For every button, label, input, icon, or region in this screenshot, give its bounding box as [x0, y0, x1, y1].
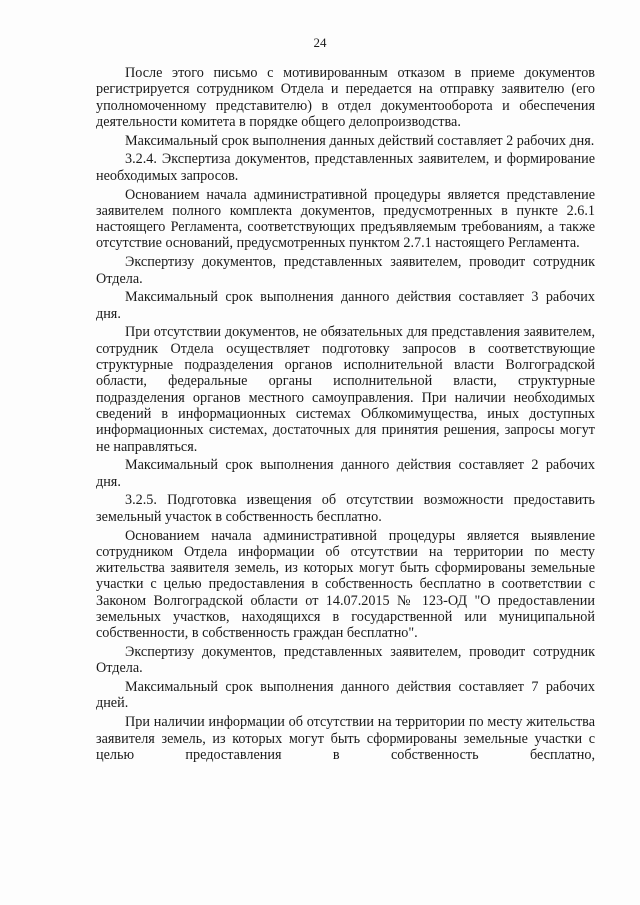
- section-heading-3-2-4: 3.2.4. Экспертиза документов, представленных заявителем, и формирование необходимых запросов.: [96, 151, 595, 184]
- paragraph-deadline-2-days-second: Максимальный срок выполнения данного действия составляет 2 рабочих дня.: [96, 457, 595, 490]
- paragraph-deadline-7-days: Максимальный срок выполнения данного действия составляет 7 рабочих дней.: [96, 679, 595, 712]
- paragraph-procedure-basis: Основанием начала административной процедуры является представление заявителем полного комплекта документов, предусмотренных в пункте 2.6.1 настоящего Регламента, соответствующих предъявляемым требованиям, а также отсутствие оснований, предусмотренных пунктом 2.7.1 настоящего Регламента.: [96, 186, 595, 252]
- paragraph-deadline-3-days: Максимальный срок выполнения данного действия составляет 3 рабочих дня.: [96, 289, 595, 322]
- section-heading-3-2-5: 3.2.5. Подготовка извещения об отсутствии возможности предоставить земельный участок в собственность бесплатно.: [96, 492, 595, 525]
- paragraph-land-absence-info: При наличии информации об отсутствии на территории по месту жительства заявителя земель, из которых могут быть сформированы земельные участки с целью предоставления в собственность бесплатно,: [96, 714, 595, 763]
- page-number: 24: [313, 35, 327, 50]
- page-body: [96, 65, 595, 766]
- paragraph-expertise-performer-second: Экспертизу документов, представленных заявителем, проводит сотрудник Отдела.: [96, 644, 595, 677]
- paragraph-procedure-basis-land: Основанием начала административной процедуры является выявление сотрудником Отдела информации об отсутствии на территории по месту жительства заявителя земель, из которых могут быть сформированы земельные участки с целью предоставления в собственность бесплатно в соответствии с Законом Волгоградской области от 14.07.2015 № 123-ОД "О предоставлении земельных участков, находящихся в государственной или муниципальной собственности, в собственность граждан бесплатно".: [96, 527, 595, 642]
- paragraph-requests: При отсутствии документов, не обязательных для представления заявителем, сотрудник Отдела осуществляет подготовку запросов в соответствующие структурные подразделения органов исполнительной власти Волгоградской области, федеральные органы исполнительной власти, структурные подразделения органов местного самоуправления. При наличии необходимых сведений в информационных системах Облкомимущества, иных доступных информационных системах, достаточных для принятия решения, запросы могут не направляться.: [96, 324, 595, 455]
- paragraph-deadline-2-days: Максимальный срок выполнения данных действий составляет 2 рабочих дня.: [125, 132, 595, 149]
- paragraph-refusal-letter: После этого письмо с мотивированным отказом в приеме документов регистрируется сотрудником Отдела и передается на отправку заявителю (его уполномоченному представителю) в отдел документооборота и обеспечения деятельности комитета в порядке общего делопроизводства.: [96, 65, 595, 130]
- paragraph-expertise-performer: Экспертизу документов, представленных заявителем, проводит сотрудник Отдела.: [96, 254, 595, 287]
